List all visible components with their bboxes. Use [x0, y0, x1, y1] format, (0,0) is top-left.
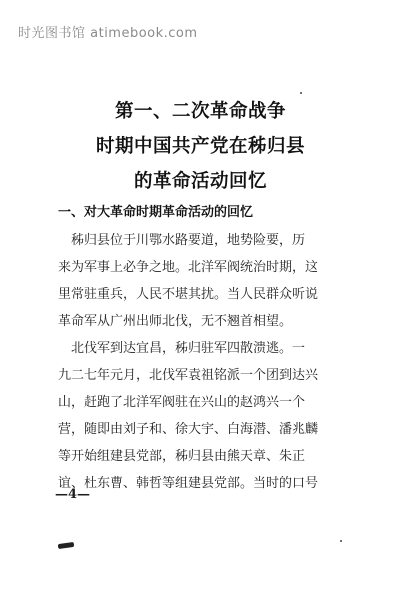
ink-smudge — [58, 542, 75, 549]
body-line: 里常驻重兵，人民不堪其扰。当人民群众听说 — [58, 287, 319, 302]
body-line: 北伐军到达宜昌，秭归驻军四散溃逃。一 — [58, 341, 306, 356]
chapter-title-line-2: 时期中国共产党在秭归县 — [95, 136, 305, 157]
page-number: —4— — [55, 487, 91, 502]
scan-speck — [340, 540, 342, 542]
scan-speck — [300, 92, 302, 94]
chapter-title-line-1: 第一、二次革命战争 — [114, 101, 286, 122]
body-line: 秭归县位于川鄂水路要道，地势险要，历 — [58, 233, 306, 248]
section-heading: 一、对大革命时期革命活动的回忆 — [58, 205, 254, 220]
body-line: 九二七年元月，北伐军袁祖铭派一个团到达兴 — [58, 368, 319, 383]
body-line: 来为军事上必争之地。北洋军阀统治时期，这 — [58, 260, 319, 275]
watermark-text: 时光图书馆 atimebook.com — [18, 26, 198, 41]
body-line: 革命军从广州出师北伐，无不翘首相望。 — [58, 314, 293, 329]
body-line: 营，随即由刘子和、徐大宇、白海潜、潘兆麟 — [58, 422, 319, 437]
body-line: 等开始组建县党部，秭归县由熊天章、朱正 — [58, 449, 306, 464]
body-line: 山，赶跑了北洋军阀驻在兴山的赵鸿兴一个 — [58, 395, 306, 410]
chapter-title-line-3: 的革命活动回忆 — [133, 171, 267, 192]
body-line: 谊、杜东曹、韩哲等组建县党部。当时的口号 — [58, 476, 319, 491]
